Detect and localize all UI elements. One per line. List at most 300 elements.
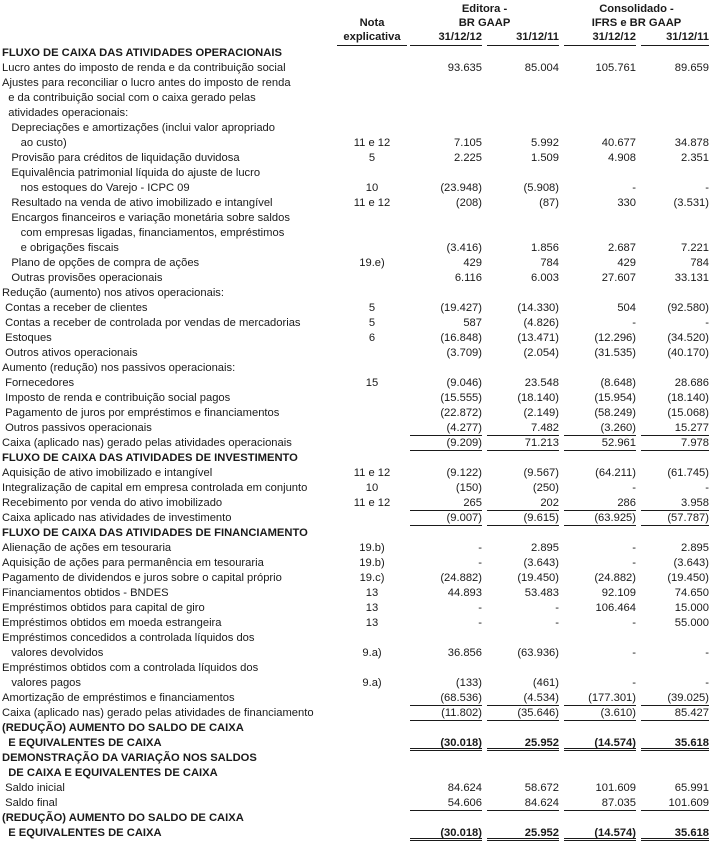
row-value: 330 <box>617 197 636 209</box>
row-label: Outros passivos operacionais <box>2 422 152 434</box>
row-value <box>641 721 709 736</box>
statement-row <box>0 121 712 136</box>
statement-row <box>0 391 712 406</box>
row-value: 1.509 <box>531 152 559 164</box>
row-value: (4.826) <box>523 317 559 329</box>
row-nota: 19.b) <box>359 542 385 554</box>
row-value: (39.025) <box>641 691 709 706</box>
row-value <box>564 751 636 766</box>
row-nota <box>337 781 407 796</box>
statement-row <box>0 256 712 271</box>
row-value: (19.427) <box>440 302 482 314</box>
row-value <box>487 526 559 541</box>
row-value: (3.416) <box>446 242 482 254</box>
row-nota: 11 e 12 <box>353 497 391 509</box>
row-label: Empréstimos obtidos para capital de giro <box>2 602 205 614</box>
statement-row <box>0 826 712 841</box>
row-value <box>564 361 636 376</box>
row-nota <box>337 61 407 76</box>
row-value <box>641 811 709 826</box>
row-label: E EQUIVALENTES DE CAIXA <box>2 827 162 839</box>
row-label: Saldo final <box>2 797 58 809</box>
row-value: 65.991 <box>674 782 709 794</box>
row-nota <box>337 661 407 676</box>
row-value: (177.301) <box>564 691 636 706</box>
row-nota: 15 <box>365 377 379 389</box>
row-label: valores pagos <box>2 677 81 689</box>
row-label: DEMONSTRAÇÃO DA VARIAÇÃO NOS SALDOS <box>2 752 257 764</box>
row-value: 35.618 <box>641 826 709 841</box>
row-value <box>487 721 559 736</box>
row-value <box>641 766 709 781</box>
row-value: 25.952 <box>487 736 559 751</box>
row-value: 2.225 <box>454 152 482 164</box>
row-value: 429 <box>463 257 482 269</box>
row-value <box>564 661 636 676</box>
statement-row <box>0 331 712 346</box>
row-value <box>487 811 559 826</box>
row-value <box>641 106 709 121</box>
row-value <box>487 76 559 91</box>
row-value: 7.978 <box>641 436 709 451</box>
row-nota: 19.c) <box>359 572 385 584</box>
header-date: 31/12/11 <box>516 31 559 43</box>
row-value <box>410 631 482 646</box>
row-value: (13.471) <box>517 332 559 344</box>
row-nota: 10 <box>365 182 379 194</box>
row-value: (23.948) <box>440 182 482 194</box>
row-value <box>487 46 559 61</box>
row-value: 105.761 <box>595 62 636 74</box>
row-label: Empréstimos concedidos a controlada líquidos dos <box>2 632 255 644</box>
row-nota: 13 <box>365 602 379 614</box>
row-value: 25.952 <box>487 826 559 841</box>
row-nota: 5 <box>368 152 376 164</box>
statement-row <box>0 571 712 586</box>
row-value: (61.745) <box>667 467 709 479</box>
row-label: Imposto de renda e contribuição social pagos <box>2 392 231 404</box>
row-nota: 5 <box>368 317 376 329</box>
row-value <box>487 451 559 466</box>
row-value: (22.872) <box>440 407 482 419</box>
row-value <box>564 91 636 106</box>
row-value: (250) <box>532 482 559 494</box>
row-value: (15.068) <box>667 407 709 419</box>
row-label: Plano de opções de compra de ações <box>2 257 200 269</box>
row-value: 28.686 <box>674 377 709 389</box>
row-label: Caixa aplicado nas atividades de investimento <box>2 512 232 524</box>
statement-row <box>0 46 712 61</box>
row-value <box>641 166 709 181</box>
row-label: Provisão para créditos de liquidação duvidosa <box>2 152 240 164</box>
statement-row <box>0 781 712 796</box>
row-value: 6.116 <box>454 272 482 284</box>
row-value: (15.954) <box>594 392 636 404</box>
row-value <box>410 811 482 826</box>
statement-row <box>0 241 712 256</box>
row-value <box>487 361 559 376</box>
row-value <box>564 46 636 61</box>
row-nota <box>337 391 407 406</box>
row-value <box>564 631 636 646</box>
row-value <box>564 106 636 121</box>
statement-row <box>0 406 712 421</box>
row-value: 2.351 <box>681 152 709 164</box>
statement-row <box>0 196 712 211</box>
row-label: Contas a receber de clientes <box>2 302 148 314</box>
row-value <box>410 526 482 541</box>
row-value: (3.643) <box>673 557 709 569</box>
row-nota <box>337 91 407 106</box>
row-value <box>564 286 636 301</box>
row-value <box>410 106 482 121</box>
row-value <box>641 211 709 226</box>
row-label: Caixa (aplicado nas) gerado pelas atividades operacionais <box>2 437 292 449</box>
row-label: E EQUIVALENTES DE CAIXA <box>2 737 162 749</box>
row-value: (63.936) <box>517 647 559 659</box>
row-value: (8.648) <box>600 377 636 389</box>
row-value: (14.330) <box>517 302 559 314</box>
row-label: Depreciações e amortizações (inclui valor apropriado <box>2 122 275 134</box>
statement-row <box>0 376 712 391</box>
row-value <box>410 751 482 766</box>
statement-row <box>0 706 712 721</box>
row-label: Contas a receber de controlada por vendas de mercadorias <box>2 317 301 329</box>
row-value: - <box>705 182 709 194</box>
row-value: - <box>705 317 709 329</box>
row-label: e obrigações fiscais <box>2 242 119 254</box>
row-nota <box>337 826 407 841</box>
row-value: 71.213 <box>487 436 559 451</box>
row-nota: 19.e) <box>359 257 385 269</box>
header-consolidado <box>564 2 709 30</box>
row-value: (9.209) <box>410 436 482 451</box>
row-value <box>641 226 709 241</box>
row-label: Lucro antes do imposto de renda e da contribuição social <box>2 62 286 74</box>
row-value: 587 <box>463 317 482 329</box>
row-value: (3.260) <box>564 421 636 436</box>
row-value: 87.035 <box>564 796 636 811</box>
statement-row <box>0 346 712 361</box>
row-label: ao custo) <box>2 137 67 149</box>
row-label: Caixa (aplicado nas) gerado pelas atividades de financiamento <box>2 707 314 719</box>
row-value <box>564 211 636 226</box>
row-label: (REDUÇÃO) AUMENTO DO SALDO DE CAIXA <box>2 722 244 734</box>
row-value: (24.882) <box>440 572 482 584</box>
row-nota <box>337 706 407 721</box>
row-value <box>487 121 559 136</box>
row-value: - <box>632 482 636 494</box>
row-value: 54.606 <box>410 796 482 811</box>
row-value: 2.895 <box>531 542 559 554</box>
row-value <box>410 286 482 301</box>
row-nota <box>337 766 407 781</box>
row-value <box>564 766 636 781</box>
row-value: - <box>478 602 482 614</box>
row-value: (9.122) <box>446 467 482 479</box>
row-value: (4.277) <box>410 421 482 436</box>
row-value: 92.109 <box>601 587 636 599</box>
row-label: Redução (aumento) nos ativos operacionais: <box>2 287 225 299</box>
row-nota <box>337 736 407 751</box>
row-value: 89.659 <box>674 62 709 74</box>
row-value: (3.531) <box>673 197 709 209</box>
row-nota: 19.b) <box>359 557 385 569</box>
row-value: 202 <box>487 496 559 511</box>
statement-row <box>0 451 712 466</box>
row-value: - <box>555 617 559 629</box>
row-value: 101.609 <box>595 782 636 794</box>
statement-row <box>0 661 712 676</box>
row-nota: 13 <box>365 587 379 599</box>
row-label: Pagamento de dividendos e juros sobre o capital próprio <box>2 572 282 584</box>
row-value <box>641 46 709 61</box>
row-label: Alienação de ações em tesouraria <box>2 542 172 554</box>
statement-row <box>0 76 712 91</box>
row-value: - <box>632 617 636 629</box>
statement-row <box>0 511 712 526</box>
row-nota <box>337 46 407 61</box>
statement-row <box>0 601 712 616</box>
header-consolidado-line1: Consolidado - <box>599 3 674 15</box>
row-value <box>487 286 559 301</box>
statement-row <box>0 61 712 76</box>
row-value: 36.856 <box>447 647 482 659</box>
row-value <box>641 121 709 136</box>
row-value: 23.548 <box>524 377 559 389</box>
row-nota: 11 e 12 <box>353 197 391 209</box>
row-value: 106.464 <box>595 602 636 614</box>
statement-row <box>0 631 712 646</box>
row-value: 58.672 <box>524 782 559 794</box>
statement-row <box>0 676 712 691</box>
row-value: 15.277 <box>641 421 709 436</box>
row-label: Recebimento por venda do ativo imobilizado <box>2 497 223 509</box>
row-value: - <box>705 647 709 659</box>
row-value: 1.856 <box>531 242 559 254</box>
row-value: - <box>705 482 709 494</box>
statement-row <box>0 796 712 811</box>
row-value <box>564 721 636 736</box>
row-value: - <box>478 617 482 629</box>
row-value: 53.483 <box>524 587 559 599</box>
row-value: 101.609 <box>641 796 709 811</box>
statement-row <box>0 136 712 151</box>
row-value <box>410 451 482 466</box>
row-value <box>641 751 709 766</box>
statement-row <box>0 481 712 496</box>
statement-rows <box>0 46 712 841</box>
row-nota <box>337 511 407 526</box>
row-value: 40.677 <box>601 137 636 149</box>
row-label: e da contribuição social com o caixa gerado pelas <box>2 92 256 104</box>
row-value: (34.520) <box>667 332 709 344</box>
row-value: 84.624 <box>447 782 482 794</box>
row-nota: 6 <box>368 332 376 344</box>
row-label: DE CAIXA E EQUIVALENTES DE CAIXA <box>2 767 218 779</box>
row-label: Aquisição de ativo imobilizado e intangível <box>2 467 213 479</box>
statement-row <box>0 361 712 376</box>
row-nota <box>337 286 407 301</box>
row-value: (24.882) <box>594 572 636 584</box>
row-value: (4.534) <box>487 691 559 706</box>
header-date: 31/12/12 <box>438 31 482 43</box>
row-value: (30.018) <box>410 736 482 751</box>
statement-row <box>0 286 712 301</box>
row-value: 27.607 <box>601 272 636 284</box>
statement-row <box>0 106 712 121</box>
row-label: FLUXO DE CAIXA DAS ATIVIDADES DE INVESTIMENTO <box>2 452 298 464</box>
row-value: 3.958 <box>641 496 709 511</box>
row-label: Financiamentos obtidos - BNDES <box>2 587 169 599</box>
statement-row <box>0 586 712 601</box>
row-value <box>641 286 709 301</box>
statement-row <box>0 151 712 166</box>
row-value: (9.046) <box>446 377 482 389</box>
row-value <box>564 76 636 91</box>
row-nota <box>337 106 407 121</box>
header-nota-line2: explicativa <box>343 31 401 43</box>
row-value: (63.925) <box>564 511 636 526</box>
row-nota: 5 <box>368 302 376 314</box>
row-value <box>487 106 559 121</box>
row-value <box>487 211 559 226</box>
row-label: atividades operacionais: <box>2 107 129 119</box>
row-value: (64.211) <box>595 467 636 479</box>
row-value: (3.709) <box>446 347 482 359</box>
row-label: Outras provisões operacionais <box>2 272 163 284</box>
row-value <box>410 46 482 61</box>
row-value: 15.000 <box>674 602 709 614</box>
row-value <box>487 661 559 676</box>
row-nota <box>337 451 407 466</box>
row-label: Saldo inicial <box>2 782 65 794</box>
row-value <box>410 661 482 676</box>
row-value: 504 <box>617 302 636 314</box>
row-value: - <box>632 317 636 329</box>
row-value: (9.567) <box>523 467 559 479</box>
row-nota <box>337 76 407 91</box>
statement-row <box>0 211 712 226</box>
row-nota <box>337 346 407 361</box>
row-value: (92.580) <box>667 302 709 314</box>
statement-row <box>0 646 712 661</box>
header-nota <box>337 16 407 44</box>
row-value: 33.131 <box>674 272 709 284</box>
row-value: 784 <box>690 257 709 269</box>
row-nota <box>337 121 407 136</box>
row-label: Amortização de empréstimos e financiamentos <box>2 692 235 704</box>
row-value: (14.574) <box>564 826 636 841</box>
row-value <box>410 166 482 181</box>
row-value: - <box>555 602 559 614</box>
row-value: 7.105 <box>454 137 482 149</box>
row-value: 35.618 <box>641 736 709 751</box>
header-editora-line1: Editora - <box>461 3 508 15</box>
row-label: Resultado na venda de ativo imobilizado e intangível <box>2 197 273 209</box>
statement-row <box>0 721 712 736</box>
row-value <box>487 631 559 646</box>
statement-row <box>0 436 712 451</box>
row-value <box>641 361 709 376</box>
row-label: valores devolvidos <box>2 647 104 659</box>
row-value <box>487 766 559 781</box>
row-value: 286 <box>564 496 636 511</box>
row-value: 2.687 <box>608 242 636 254</box>
row-value <box>410 361 482 376</box>
row-value: (58.249) <box>594 407 636 419</box>
statement-row <box>0 691 712 706</box>
row-value: 7.482 <box>487 421 559 436</box>
row-nota <box>337 166 407 181</box>
row-value: 265 <box>410 496 482 511</box>
row-nota <box>337 691 407 706</box>
row-value <box>564 121 636 136</box>
row-value: - <box>632 182 636 194</box>
row-value: (133) <box>455 677 482 689</box>
header-nota-line1: Nota <box>359 17 385 29</box>
row-value: 93.635 <box>447 62 482 74</box>
row-nota <box>337 526 407 541</box>
row-value <box>641 526 709 541</box>
row-value: (19.450) <box>517 572 559 584</box>
row-value: 55.000 <box>674 617 709 629</box>
row-label: Estoques <box>2 332 52 344</box>
row-value: (11.802) <box>410 706 482 721</box>
row-value: 74.650 <box>674 587 709 599</box>
row-value: (40.170) <box>667 347 709 359</box>
row-label: Empréstimos obtidos em moeda estrangeira <box>2 617 222 629</box>
row-nota <box>337 361 407 376</box>
header-date: 31/12/12 <box>592 31 636 43</box>
row-nota <box>337 436 407 451</box>
row-value: (3.610) <box>564 706 636 721</box>
row-nota <box>337 796 407 811</box>
row-value <box>641 91 709 106</box>
row-value <box>641 76 709 91</box>
statement-row <box>0 181 712 196</box>
row-value: (30.018) <box>410 826 482 841</box>
row-value: - <box>478 542 482 554</box>
row-value: 7.221 <box>681 242 709 254</box>
row-value <box>487 166 559 181</box>
row-value <box>410 121 482 136</box>
row-nota <box>337 751 407 766</box>
row-nota <box>337 421 407 436</box>
row-value: (3.643) <box>523 557 559 569</box>
row-label: nos estoques do Varejo - ICPC 09 <box>2 182 190 194</box>
row-value: (2.149) <box>523 407 559 419</box>
row-label: Fornecedores <box>2 377 75 389</box>
row-value: (5.908) <box>523 182 559 194</box>
row-nota <box>337 811 407 826</box>
row-value: 2.895 <box>681 542 709 554</box>
row-value: (9.615) <box>487 511 559 526</box>
row-value <box>410 91 482 106</box>
row-nota: 13 <box>365 617 379 629</box>
row-label: Encargos financeiros e variação monetária sobre saldos <box>2 212 290 224</box>
row-value: 84.624 <box>487 796 559 811</box>
statement-row <box>0 166 712 181</box>
header-editora <box>410 2 559 30</box>
row-value: 85.004 <box>524 62 559 74</box>
row-value: (2.054) <box>523 347 559 359</box>
row-nota <box>337 211 407 226</box>
row-nota: 10 <box>365 482 379 494</box>
statement-row <box>0 301 712 316</box>
row-value: (150) <box>455 482 482 494</box>
statement-row <box>0 811 712 826</box>
